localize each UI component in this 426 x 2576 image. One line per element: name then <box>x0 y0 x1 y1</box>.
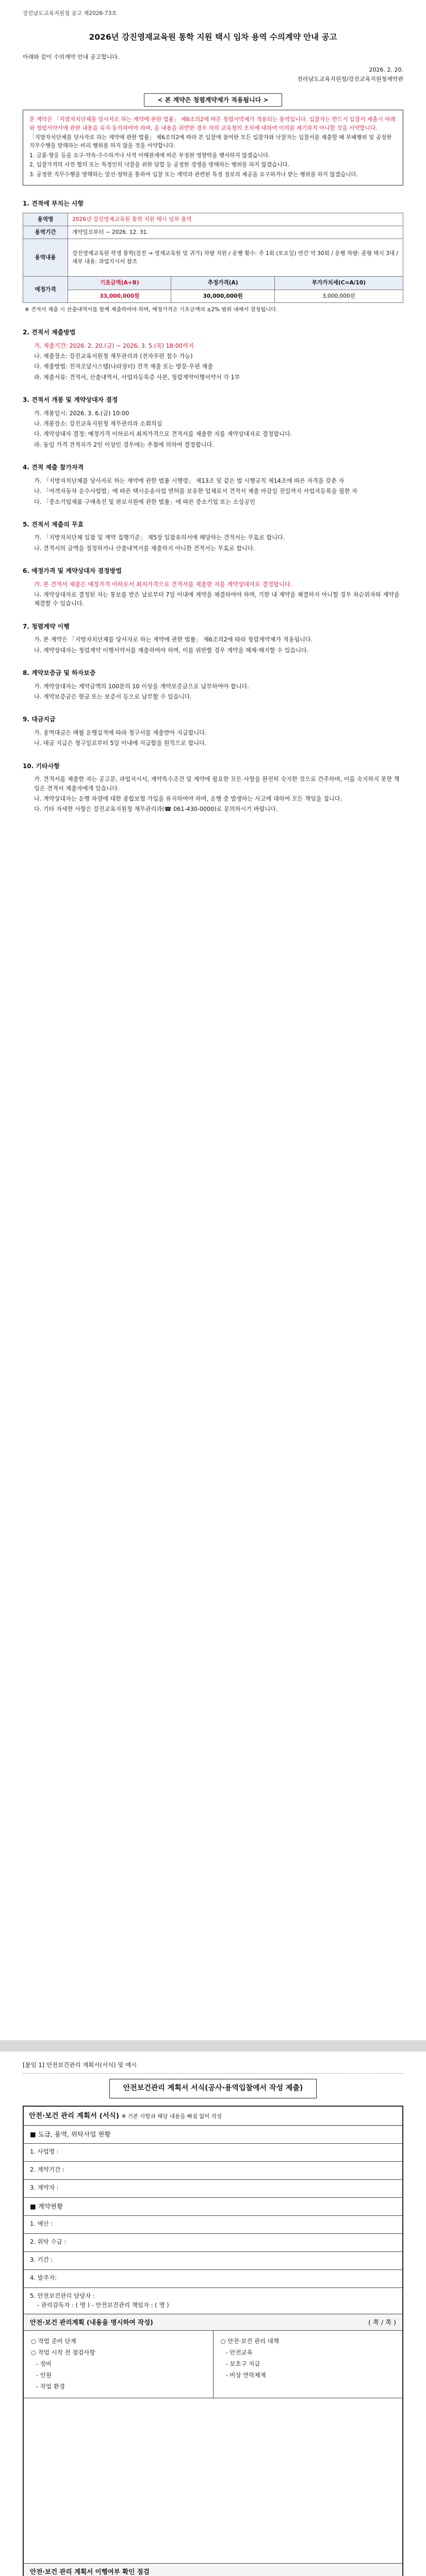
integrity-notice-title: < 본 계약은 청렴계약제가 적용됩니다 > <box>23 93 403 107</box>
form-title: 안전보건관리 계획서 서식(공사·용역입찰에서 작성 제출) <box>109 2079 317 2098</box>
list-item: 가. 본 계약은 「지방자치단체를 당사자로 하는 계약에 관한 법률」 제6조의2에 따라 청렴계약제가 적용됩니다. <box>34 636 313 643</box>
safety-subheader: 안전·보건 관리계획 (내용을 명시하여 작성) ( 쪽 / 쪽 ) <box>24 2314 402 2331</box>
row-label: 용역명 <box>23 213 68 226</box>
left-column: ○ 작업 준비 단계 ○ 작업 시작 전 점검사항 - 장비 - 인원 - 작업 환경 <box>31 2337 95 2390</box>
form-row: 2. 위탁 수급 : <box>24 2234 402 2252</box>
list-item: 나. 계약상대자로 결정된 자는 통보를 받은 날로부터 7일 이내에 계약을 체결하여야 하며, 기한 내 계약을 체결하지 아니할 경우 차순위자와 계약을 체결할 수 있습니다. <box>34 591 400 607</box>
section-heading: 1. 견적에 부치는 사항 <box>23 199 84 207</box>
form-row: 1. 사업명 : <box>24 2144 402 2162</box>
section-heading: 7. 청렴계약 이행 <box>23 622 70 630</box>
list-item: 라. 동일 가격 견적자가 2인 이상인 경우에는 추첨에 의하여 결정합니다. <box>34 441 214 448</box>
page-title: 2026년 강진영재교육원 통학 지원 택시 임차 용역 수의계약 안내 공고 <box>89 32 337 42</box>
form-header: 안전·보건 관리 계획서 (서식) ※ 기본 사항과 해당 내용을 빠짐 없이 작성 <box>24 2107 402 2126</box>
list-item: 가. 용역대금은 매월 운행실적에 따라 청구서를 제출받아 지급합니다. <box>34 730 207 737</box>
section-heading: 5. 견적서 제출의 무효 <box>23 520 84 528</box>
list-item: 가. 개봉일시: 2026. 3. 6.(금) 10:00 <box>34 410 129 417</box>
form-row: ■ 도급, 용역, 위탁사업 현황 <box>24 2126 402 2144</box>
form-row: 5. 안전보건관리 담당자 : - 관리감독자 : ( 명 ) - 안전보건관리 책임자 : ( 명 ) <box>24 2288 402 2314</box>
list-item: 가. 「지방자치단체 입찰 및 계약 집행기준」 제5장 입찰유의서에 해당하는 견적서는 무효로 합니다. <box>34 534 285 541</box>
attachment-page <box>0 2052 426 2576</box>
price-header: 부가가치세(C=A/10) <box>274 277 403 290</box>
section-heading: 6. 예정가격 및 계약상대자 결정방법 <box>23 567 122 575</box>
notice-line: 2. 입찰가격의 사전 협의 또는 특정인의 낙찰을 위한 담합 등 공정한 경쟁을 방해하는 행위를 하지 않겠습니다. <box>29 162 290 168</box>
price-header: 추정가격(A) <box>171 277 274 290</box>
list-item: 나. 견적서의 금액을 정정하거나 산출내역서를 제출하지 아니한 견적서는 무효로 합니다. <box>34 545 255 552</box>
list-item: 가. 제출기간: 2026. 2. 20.(금) ~ 2026. 3. 5.(목) 18:00까지 <box>34 342 194 349</box>
list-item: 다. 「중소기업제품 구매촉진 및 판로지원에 관한 법률」에 따른 중소기업 또는 소상공인 <box>34 498 255 505</box>
date-block <box>23 65 403 83</box>
safety-columns <box>24 2331 402 2398</box>
page-divider <box>0 2040 426 2052</box>
safety-plan-form <box>23 2106 403 2576</box>
price-note: ※ 견적서 제출 시 산출내역서를 함께 제출하여야 하며, 예정가격은 기초금액의 ±2% 범위 내에서 결정됩니다. <box>25 307 278 313</box>
table-row <box>23 213 403 226</box>
list-item: 가. 계약상대자는 계약금액의 100분의 10 이상을 계약보증금으로 납부하여야 합니다. <box>34 683 249 690</box>
notice-line: 3. 공정한 직무수행을 방해하는 알선·청탁을 통하여 입찰 또는 계약과 관련된 특정 정보의 제공을 요구하거나 받는 행위를 하지 않겠습니다. <box>29 171 358 178</box>
list-item: 라. 제출서류: 견적서, 산출내역서, 사업자등록증 사본, 청렴계약이행서약서 각 1부 <box>34 374 240 381</box>
list-item: 나. 대금 지급은 청구일로부터 5일 이내에 지급함을 원칙으로 합니다. <box>34 740 207 747</box>
row-label: 예정가격 <box>23 277 68 303</box>
row-value: 강진영재교육원 학생 통학(강진 → 영재교육원 및 귀가) 차량 지원 / 운행 횟수: 주 1회 (토요일) 연간 약 30회 / 운행 차량: 중형 택시 3대 / 세부 내용: 과업지시서 참조 <box>68 239 403 277</box>
footer-subheader: 안전·보건 관리 계획서 이행여부 확인 점검 <box>24 2563 402 2576</box>
list-item: 나. 계약보증금은 현금 또는 보증서 등으로 납부할 수 있습니다. <box>34 693 192 701</box>
blank-writing-area[interactable] <box>24 2398 402 2563</box>
bid-info-table <box>23 213 403 303</box>
list-item: 나. 계약상대자는 운행 차량에 대한 종합보험 가입을 유지하여야 하며, 운행 중 발생하는 사고에 대하여 모든 책임을 집니다. <box>34 795 342 803</box>
price-value-row <box>23 290 403 302</box>
list-item: 나. 계약상대자는 청렴계약 이행서약서를 제출하여야 하며, 이를 위반할 경우 계약을 해제·해지할 수 있습니다. <box>34 647 309 654</box>
price-header-row <box>23 277 403 290</box>
section-heading: 9. 대금지급 <box>23 716 56 723</box>
notice-line: 「지방자치단체를 당사자로 하는 계약에 관한 법률」 제6조의2에 따라 본 입찰에 참여한 모든 입찰자와 낙찰자는 입찰서를 제출할 때 부패행위 및 공정한 직무수행을 방해하는 비리 행위를 하지 않을 것을 서약합니다. <box>29 134 392 149</box>
list-item: 가. 본 견적서 제출은 예정가격 이하로서 최저가격으로 견적서를 제출한 자를 계약상대자로 결정합니다. <box>34 581 292 588</box>
form-row: 1. 예산 : <box>24 2216 402 2234</box>
price-value: 3,000,000원 <box>274 290 403 302</box>
list-item: 가. 「지방자치단체를 당사자로 하는 계약에 관한 법률 시행령」 제13조 및 같은 법 시행규칙 제14조에 따른 자격을 갖춘 자 <box>34 477 345 484</box>
list-item: 나. 개봉장소: 강진교육지원청 재무관리과 소회의실 <box>34 420 162 428</box>
list-item: 다. 제출방법: 전자조달시스템(나라장터) 견적 제출 또는 방문·우편 제출 <box>34 363 214 370</box>
row-label: 용역내용 <box>23 239 68 277</box>
document-number: 강진남도교육지원청 공고 제2026-73호 <box>23 10 117 16</box>
section-heading: 10. 기타사항 <box>23 762 60 770</box>
price-value: 30,000,000원 <box>171 290 274 302</box>
table-row <box>23 226 403 239</box>
issuing-org: 전라남도교육지원청/강진교육지원청계약관 <box>297 75 403 82</box>
price-header: 기초금액(A+B) <box>68 277 171 290</box>
table-row <box>23 239 403 277</box>
right-column: ○ 안전·보건 관리 대책 - 안전교육 - 보호구 지급 - 비상 연락체계 <box>213 2331 403 2398</box>
integrity-notice-box <box>23 110 403 185</box>
list-item: 다. 계약상대자 결정: 예정가격 이하로서 최저가격으로 견적서를 제출한 자를 계약상대자로 결정합니다. <box>34 431 292 438</box>
list-item: 가. 견적서를 제출한 자는 공고문, 과업지시서, 계약특수조건 및 계약에 필요한 모든 사항을 완전히 숙지한 것으로 간주하며, 이를 숙지하지 못한 책임은 견적서 제출자에게 있습니다. <box>34 776 400 792</box>
form-row: 2. 계약기간 : <box>24 2162 402 2180</box>
row-value: 2026년 강진영재교육원 통학 지원 택시 임차 용역 <box>68 213 403 226</box>
list-item: 나. 제출장소: 강진교육지원청 재무관리과 (전자우편 접수 가능) <box>34 353 193 360</box>
notice-line: 본 계약은 「지방자치단체를 당사자로 하는 계약에 관한 법률」 제6조의2에 따른 청렴서약제가 적용되는 용역입니다. 입찰자는 반드시 입찰서 제출시 아래와 청렴서약서에 관한 내용을 숙지·동의하여야 하며, 을 내용을 위반한 경우 자의 교육청의 조치에 대하여 이의를 제기하지 아니할 것을 서약합니다. <box>29 116 396 131</box>
form-subnote: ※ 기본 사항과 해당 내용을 빠짐 없이 작성 <box>121 2113 222 2120</box>
section-heading: 8. 계약보증금 및 하자보증 <box>23 669 96 677</box>
form-row: 4. 발주자: <box>24 2270 402 2288</box>
section-heading: 2. 견적서 제출방법 <box>23 329 76 336</box>
notice-line: 1. 금품·향응 등을 요구·약속·수수하거나 사적 이해관계에 따른 부정한 영향력을 행사하지 않겠습니다. <box>29 152 270 159</box>
section-heading: 3. 견적서 개봉 및 계약상대자 결정 <box>23 396 118 404</box>
list-item: 나. 「여객자동차 운수사업법」에 따른 택시운송사업 면허를 보유한 업체로서 견적서 제출 마감일 전일까지 사업자등록을 필한 자 <box>34 488 357 495</box>
separator <box>23 2073 403 2074</box>
form-row: 3. 계약자 : <box>24 2180 402 2198</box>
notice-date: 2026. 2. 20. <box>369 66 403 74</box>
price-value: 33,000,000원 <box>68 290 171 302</box>
form-row: 3. 기간 : <box>24 2252 402 2270</box>
form-row: ■ 계약현황 <box>24 2198 402 2216</box>
section-heading: 4. 견적 제출 참가자격 <box>23 464 84 471</box>
attachment-label: [붙임 1] 안전보건관리 계획서(서식) 및 예시 <box>23 2061 137 2069</box>
intro-text: 아래와 같이 수의계약 안내 공고합니다. <box>23 54 120 61</box>
row-value: 계약일로부터 ~ 2026. 12. 31. <box>68 226 403 239</box>
list-item: 다. 기타 자세한 사항은 강진교육지원청 재무관리과(☎ 061-430-0000)로 문의하시기 바랍니다. <box>34 806 278 813</box>
row-label: 용역기간 <box>23 226 68 239</box>
